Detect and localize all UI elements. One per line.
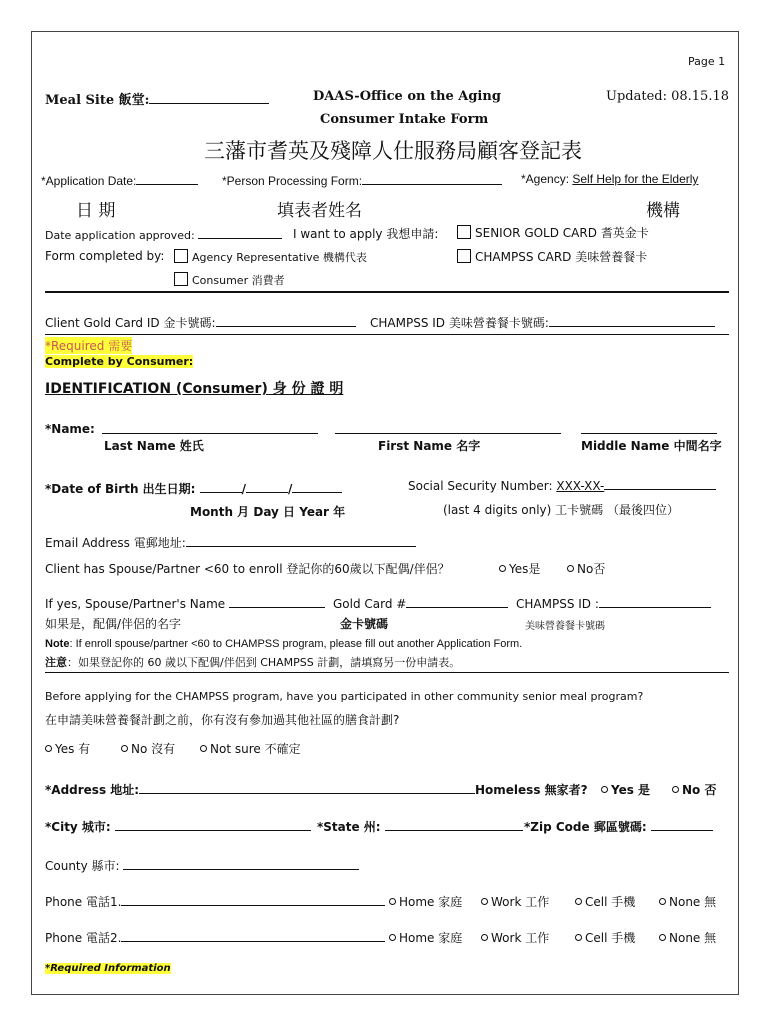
page-number: Page 1 bbox=[688, 55, 726, 68]
required-note: *Required 需要 bbox=[45, 339, 133, 353]
name-label: *Name: bbox=[45, 422, 95, 436]
address-field[interactable] bbox=[139, 781, 475, 794]
note-en: Note: If enroll spouse/partner <60 to CHAMPSS program, please fill out another Application Form. bbox=[45, 638, 523, 650]
phone2-cell-option[interactable]: Cell 手機 bbox=[575, 929, 635, 946]
required-info: *Required Information bbox=[45, 963, 171, 974]
phone1-none-radio[interactable] bbox=[659, 898, 666, 905]
phone1-label: Phone 電話1. bbox=[45, 893, 385, 910]
state-field[interactable] bbox=[385, 818, 523, 831]
county-field[interactable] bbox=[123, 857, 359, 870]
person-cn: 填表者姓名 bbox=[277, 201, 362, 221]
middle-name-label: Middle Name 中間名字 bbox=[581, 439, 722, 453]
want-apply-label: I want to apply 我想申請: bbox=[293, 227, 439, 241]
phone1-home-option[interactable]: Home 家庭 bbox=[389, 893, 462, 910]
gold-card-id-field[interactable] bbox=[216, 314, 356, 327]
phone2-work-radio[interactable] bbox=[481, 934, 488, 941]
program-question-cn: 在申請美味營養餐計劃之前，你有沒有參加過其他社區的膳食計劃? bbox=[45, 713, 400, 727]
person-processing-label: *Person Processing Form: bbox=[222, 172, 502, 188]
spouse-question: Client has Spouse/Partner <60 to enroll 登記你的60歲以下配偶/伴侶？ bbox=[45, 562, 450, 576]
spouse-no-option[interactable]: No否 bbox=[567, 560, 605, 577]
city-label: *City 城市: bbox=[45, 818, 311, 835]
form-name: Consumer Intake Form bbox=[320, 112, 489, 127]
phone1-work-option[interactable]: Work 工作 bbox=[481, 893, 549, 910]
date-cn: 日 期 bbox=[76, 201, 116, 221]
dob-year-field[interactable] bbox=[292, 480, 342, 493]
phone2-none-radio[interactable] bbox=[659, 934, 666, 941]
phone1-field[interactable] bbox=[121, 893, 385, 906]
address-label: *Address 地址: bbox=[45, 781, 475, 798]
completed-by-label: Form completed by: bbox=[45, 249, 165, 263]
agency-rep-option[interactable]: Agency Representative 機構代表 bbox=[174, 249, 367, 265]
spouse-no-radio[interactable] bbox=[567, 565, 574, 572]
zip-label: *Zip Code 郵區號碼: bbox=[524, 818, 713, 835]
champss-id-label: CHAMPSS ID 美味營養餐卡號碼: bbox=[370, 314, 715, 331]
spouse-gold-cn: 金卡號碼 bbox=[340, 617, 389, 631]
application-date-field[interactable] bbox=[136, 172, 198, 185]
phone2-field[interactable] bbox=[121, 929, 385, 942]
homeless-yes-option[interactable]: Yes 是 bbox=[601, 781, 650, 798]
homeless-no-option[interactable]: No 否 bbox=[672, 781, 716, 798]
agency-cn: 機構 bbox=[646, 201, 680, 221]
spouse-name-cn: 如果是，配偶/伴侶的名字 bbox=[45, 617, 182, 631]
last-name-field[interactable] bbox=[102, 421, 318, 434]
phone1-home-radio[interactable] bbox=[389, 898, 396, 905]
phone2-none-option[interactable]: None 無 bbox=[659, 929, 716, 946]
county-label: County 縣市: bbox=[45, 857, 359, 874]
middle-name-field[interactable] bbox=[581, 421, 717, 434]
phone2-home-radio[interactable] bbox=[389, 934, 396, 941]
program-notsure-radio[interactable] bbox=[200, 745, 207, 752]
phone1-work-radio[interactable] bbox=[481, 898, 488, 905]
dob-parts: Month 月 Day 日 Year 年 bbox=[190, 505, 346, 519]
phone1-cell-option[interactable]: Cell 手機 bbox=[575, 893, 635, 910]
spouse-champss-label: CHAMPSS ID : bbox=[516, 595, 711, 611]
form-page bbox=[31, 31, 739, 995]
spouse-yes-option[interactable]: Yes是 bbox=[499, 560, 540, 577]
divider bbox=[45, 334, 729, 335]
phone2-home-option[interactable]: Home 家庭 bbox=[389, 929, 462, 946]
identification-heading: IDENTIFICATION (Consumer) 身 份 證 明 bbox=[45, 381, 344, 397]
application-date-label: *Application Date: bbox=[41, 172, 198, 188]
agency-rep-checkbox[interactable] bbox=[174, 249, 188, 263]
phone2-work-option[interactable]: Work 工作 bbox=[481, 929, 549, 946]
champss-card-checkbox[interactable] bbox=[457, 249, 471, 263]
consumer-option[interactable]: Consumer 消費者 bbox=[174, 272, 285, 288]
dob-label: *Date of Birth 出生日期: / / bbox=[45, 480, 342, 497]
person-processing-field[interactable] bbox=[362, 172, 502, 185]
spouse-gold-label: Gold Card # bbox=[333, 595, 508, 611]
note-cn: 注意：如果登記你的 60 歲以下配偶/伴侶到 CHAMPSS 計劃，請填寫另一份申請表。 bbox=[45, 656, 461, 669]
homeless-no-radio[interactable] bbox=[672, 786, 679, 793]
spouse-champss-cn: 美味營養餐卡號碼 bbox=[525, 621, 605, 632]
phone2-label: Phone 電話2. bbox=[45, 929, 385, 946]
spouse-champss-field[interactable] bbox=[599, 595, 711, 608]
homeless-label: Homeless 無家者? bbox=[475, 783, 588, 797]
ssn-field[interactable] bbox=[604, 477, 716, 490]
program-no-radio[interactable] bbox=[121, 745, 128, 752]
homeless-yes-radio[interactable] bbox=[601, 786, 608, 793]
state-label: *State 州: bbox=[317, 818, 523, 835]
section-divider bbox=[45, 291, 729, 293]
ssn-prefix: XXX-XX- bbox=[556, 479, 605, 493]
office-title: DAAS-Office on the Aging bbox=[313, 89, 501, 104]
email-field[interactable] bbox=[186, 534, 416, 547]
program-yes-radio[interactable] bbox=[45, 745, 52, 752]
consumer-checkbox[interactable] bbox=[174, 272, 188, 286]
updated-date: Updated: 08.15.18 bbox=[606, 89, 729, 104]
champss-card-option[interactable]: CHAMPSS CARD 美味營養餐卡 bbox=[457, 248, 647, 265]
meal-site-label: Meal Site 飯堂: bbox=[45, 89, 269, 108]
agency-value: Self Help for the Elderly bbox=[572, 172, 699, 186]
complete-by-consumer: Complete by Consumer: bbox=[45, 355, 194, 368]
dob-day-field[interactable] bbox=[246, 480, 288, 493]
date-approved-field[interactable] bbox=[198, 226, 282, 239]
ssn-note: (last 4 digits only) 工卡號碼 （最後四位） bbox=[443, 503, 679, 517]
phone1-none-option[interactable]: None 無 bbox=[659, 893, 716, 910]
gold-card-id-label: Client Gold Card ID 金卡號碼: bbox=[45, 314, 356, 331]
first-name-label: First Name 名字 bbox=[378, 439, 481, 453]
zip-field[interactable] bbox=[651, 818, 713, 831]
senior-gold-option[interactable]: SENIOR GOLD CARD 耆英金卡 bbox=[457, 224, 649, 241]
program-no-option[interactable]: No 沒有 bbox=[121, 740, 175, 757]
divider bbox=[45, 672, 729, 673]
meal-site-field[interactable] bbox=[149, 91, 269, 104]
email-label: Email Address 電郵地址: bbox=[45, 534, 416, 551]
spouse-gold-field[interactable] bbox=[406, 595, 508, 608]
ssn-label: Social Security Number: XXX-XX- bbox=[408, 477, 716, 493]
champss-id-field[interactable] bbox=[549, 314, 715, 327]
agency-label: *Agency: Self Help for the Elderly bbox=[521, 172, 699, 186]
first-name-field[interactable] bbox=[335, 421, 561, 434]
date-approved-label: Date application approved: bbox=[45, 226, 282, 242]
program-yes-option[interactable]: Yes 有 bbox=[45, 740, 90, 757]
chinese-title: 三藩市耆英及殘障人仕服務局顧客登記表 bbox=[204, 139, 582, 163]
program-question: Before applying for the CHAMPSS program, have you participated in other community senior meal program? bbox=[45, 690, 644, 703]
city-field[interactable] bbox=[115, 818, 311, 831]
dob-month-field[interactable] bbox=[200, 480, 242, 493]
program-notsure-option[interactable]: Not sure 不確定 bbox=[200, 740, 301, 757]
phone1-cell-radio[interactable] bbox=[575, 898, 582, 905]
spouse-name-field[interactable] bbox=[229, 595, 325, 608]
senior-gold-checkbox[interactable] bbox=[457, 225, 471, 239]
phone2-cell-radio[interactable] bbox=[575, 934, 582, 941]
spouse-yes-radio[interactable] bbox=[499, 565, 506, 572]
last-name-label: Last Name 姓氏 bbox=[104, 439, 204, 453]
spouse-name-label: If yes, Spouse/Partner's Name bbox=[45, 595, 325, 611]
